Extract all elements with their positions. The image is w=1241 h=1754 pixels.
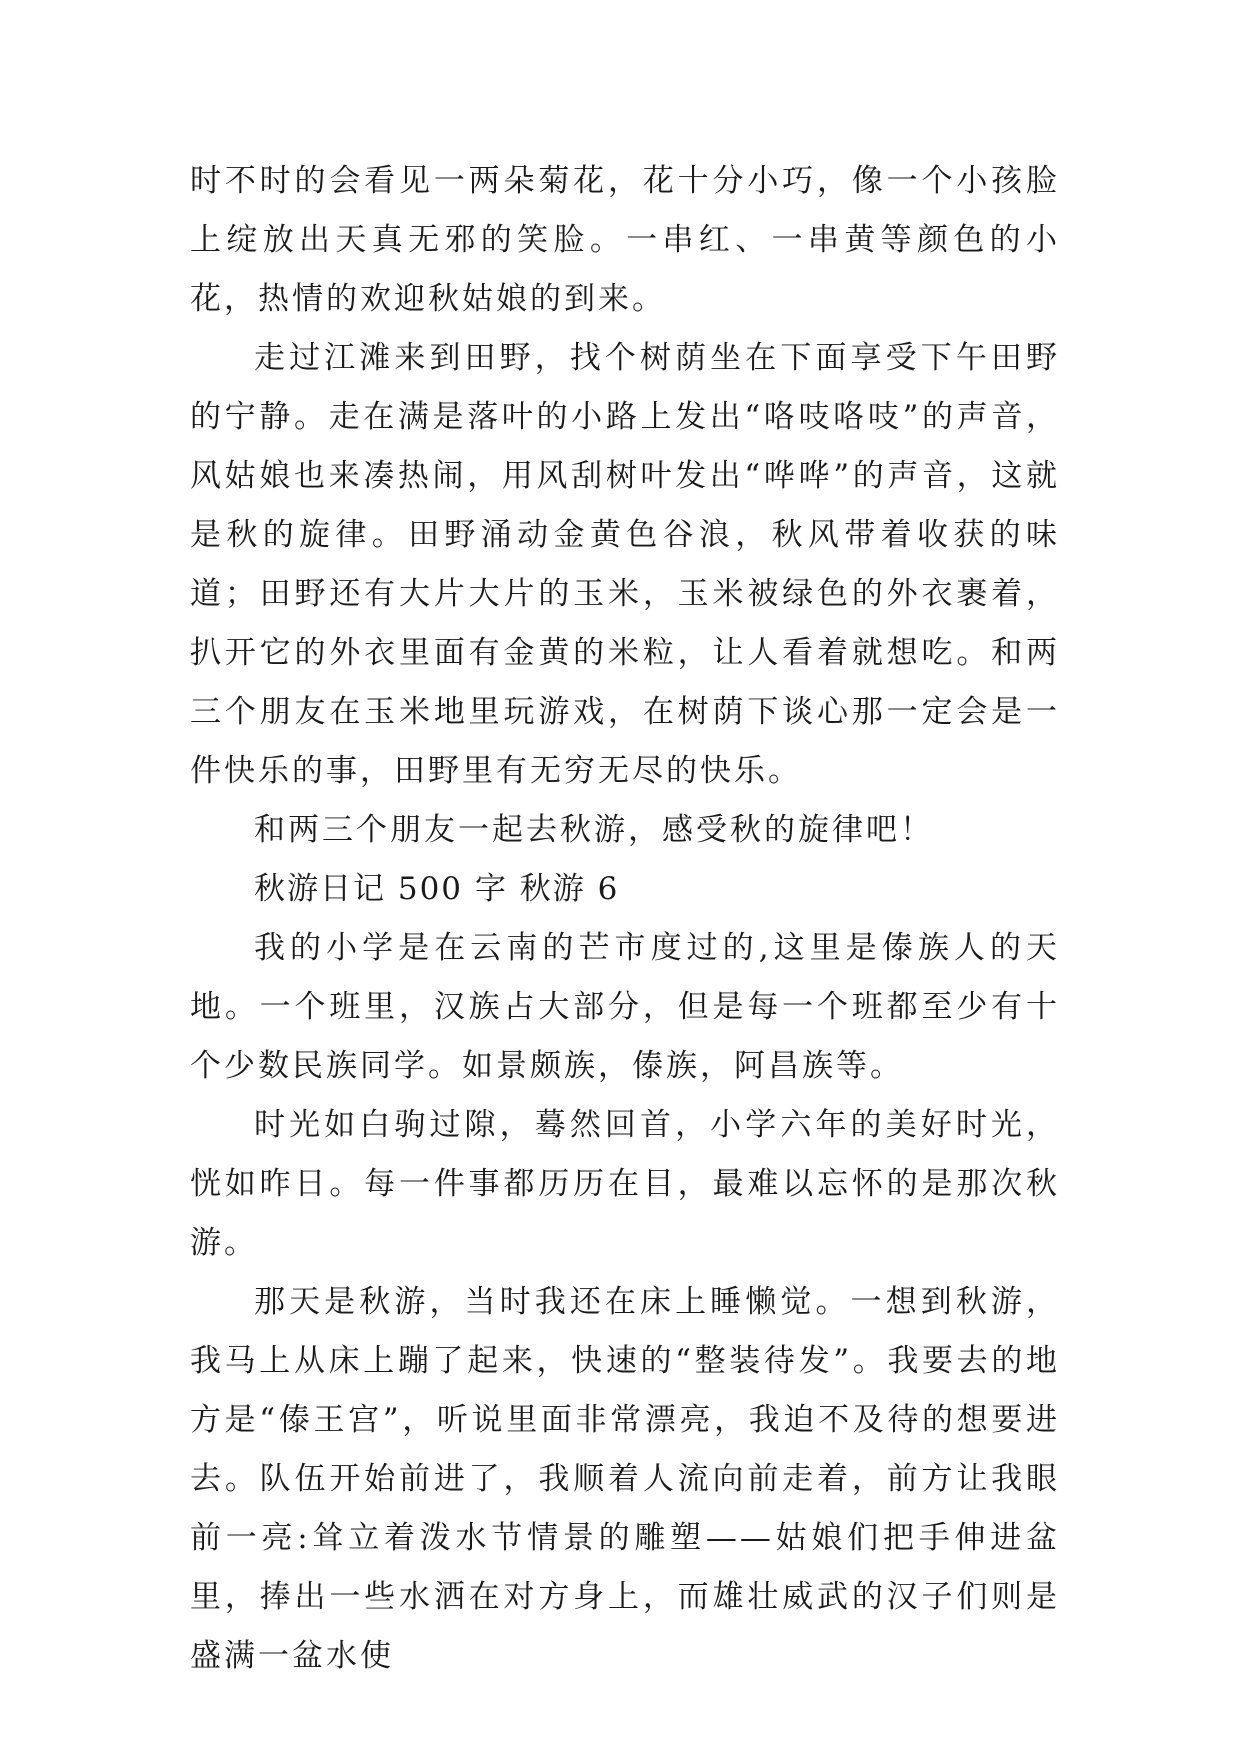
paragraph-invitation: 和两三个朋友一起去秋游，感受秋的旋律吧！ (254, 812, 934, 848)
paragraph-memory: 时光如白驹过隙，蓦然回首，小学六年的美好时光，恍如昨日。每一件事都历历在目，最难以忘怀的是那次秋游。 (190, 1107, 1060, 1261)
document-body (190, 152, 1060, 1686)
paragraph-field: 走过江滩来到田野，找个树荫坐在下面享受下午田野的宁静。走在满是落叶的小路上发出“咯吱咯吱”的声音，风姑娘也来凑热闹，用风刮树叶发出“哗哗”的声音，这就是秋的旋律。田野涌动金黄色谷浪，秋风带着收获的味道；田野还有大片大片的玉米，玉米被绿色的外衣裹着，扒开它的外衣里面有金黄的米粒，让人看着就想吃。和两三个朋友在玉米地里玩游戏，在树荫下谈心那一定会是一件快乐的事，田野里有无穷无尽的快乐。 (190, 340, 1060, 789)
paragraph-trip: 那天是秋游，当时我还在床上睡懒觉。一想到秋游，我马上从床上蹦了起来，快速的“整装待发”。我要去的地方是“傣王宫”，听说里面非常漂亮，我迫不及待的想要进去。队伍开始前进了，我顺着人流向前走着，前方让我眼前一亮:耸立着泼水节情景的雕塑——姑娘们把手伸进盆里，捧出一些水洒在对方身上，而雄壮威武的汉子们则是盛满一盆水使 (190, 1284, 1060, 1674)
paragraph-school: 我的小学是在云南的芒市度过的,这里是傣族人的天地。一个班里，汉族占大部分，但是每一个班都至少有十个少数民族同学。如景颇族，傣族，阿昌族等。 (190, 930, 1060, 1084)
section-heading: 秋游日记 500 字 秋游 6 (254, 871, 620, 907)
paragraph-chrysanthemum: 时不时的会看见一两朵菊花，花十分小巧，像一个小孩脸上绽放出天真无邪的笑脸。一串红、一串黄等颜色的小花，热情的欢迎秋姑娘的到来。 (190, 163, 1060, 317)
